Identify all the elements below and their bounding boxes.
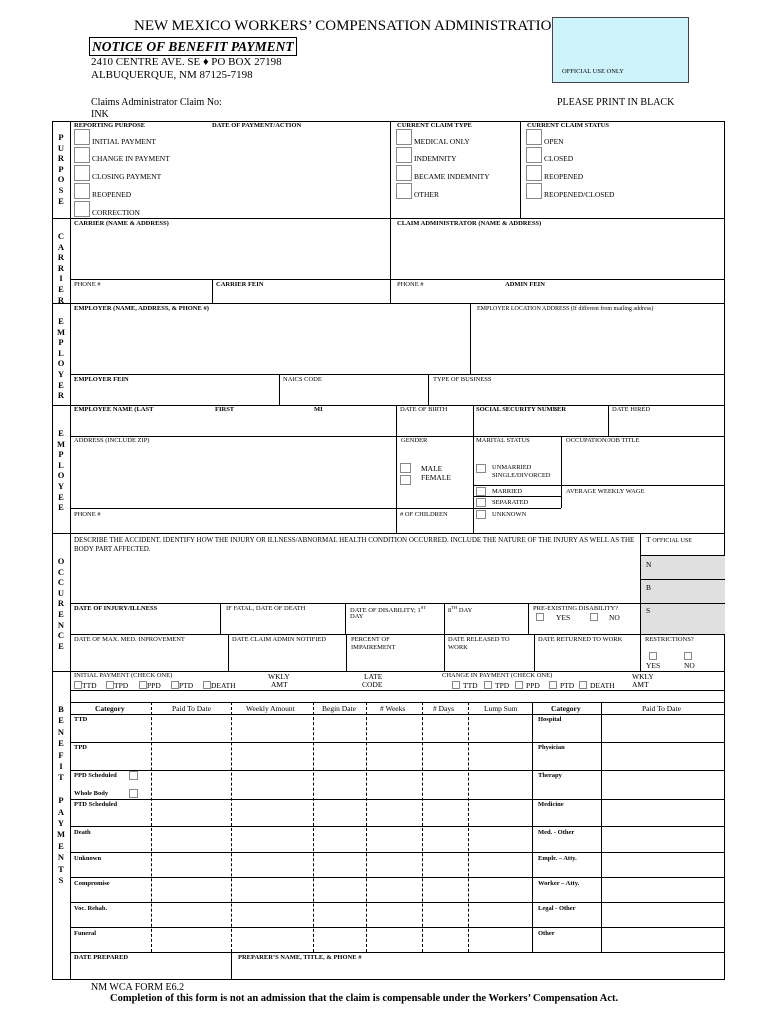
restrictions-no-checkbox[interactable]	[684, 652, 692, 660]
female-label: FEMALE	[421, 473, 451, 482]
eighth-num: 8	[448, 607, 452, 615]
date-of-death-label: IF FATAL, DATE OF DEATH	[226, 605, 306, 612]
claim-type-checkbox[interactable]	[396, 165, 412, 181]
benefit-row-ppd-scheduled: PPD Scheduled	[74, 772, 117, 779]
preexisting-yes-checkbox[interactable]	[536, 613, 544, 621]
claim-type-checkbox[interactable]	[396, 129, 412, 145]
claim-type-label: BECAME INDEMNITY	[414, 172, 490, 181]
change-option	[549, 681, 574, 690]
eighth-day: DAY	[457, 607, 473, 615]
col-category-right: Category	[551, 704, 581, 713]
claim-status-label: CLOSED	[544, 154, 574, 163]
change-ptd-label: PTD	[560, 681, 575, 690]
benefit-row-whole-body: Whole Body	[74, 790, 109, 797]
accident-description-label: DESCRIBE THE ACCIDENT. IDENTIFY HOW THE INJURY OR ILLNESS/ABNORMAL HEALTH CONDITION OCCURRED. INCLUDE THE NATURE OF THE INJURY AS WELL AS THE BODY PART AFFECTED.	[74, 536, 635, 553]
married-label: MARRIED	[492, 488, 522, 495]
admin-phone-label: PHONE #	[397, 281, 424, 288]
change-tpd-checkbox[interactable]	[484, 681, 492, 689]
claim-type-header: CURRENT CLAIM TYPE	[397, 122, 472, 129]
children-label: # OF CHILDREN	[400, 511, 448, 518]
change-option	[452, 681, 478, 690]
claim-type-label: OTHER	[414, 190, 439, 199]
naics-code-label: NAICS CODE	[283, 376, 322, 383]
initial-death-label: DEATH	[211, 681, 236, 690]
male-checkbox[interactable]	[400, 463, 411, 473]
reason-checkbox[interactable]	[74, 183, 90, 199]
change-wkly-label: WKLY	[632, 672, 654, 681]
initial-ppd-checkbox[interactable]	[139, 681, 147, 689]
single-divorced-label: SINGLE/DIVORCED	[492, 472, 551, 479]
business-type-label: TYPE OF BUSINESS	[433, 376, 492, 383]
carrier-side-label: C A R R I E R	[57, 231, 65, 305]
change-option	[515, 681, 540, 690]
initial-option	[139, 681, 161, 690]
col-lump-sum: Lump Sum	[484, 704, 518, 713]
disability-day-label: DAY	[350, 613, 364, 620]
eighth-th: TH	[451, 605, 458, 610]
impairment-label-1: PERCENT OF	[351, 636, 390, 643]
benefit-row-ttd: TTD	[74, 716, 88, 723]
reason-label: INITIAL PAYMENT	[92, 137, 156, 146]
returned-label: DATE RETURNED TO WORK	[538, 636, 623, 643]
agency-name: NEW MEXICO WORKERS’ COMPENSATION ADMINISTRATIO	[134, 18, 552, 34]
claim-status-checkbox[interactable]	[526, 183, 542, 199]
max-med-label: DATE OF MAX. MED. INPROVEMENT	[74, 636, 185, 643]
whole-body-checkbox[interactable]	[129, 789, 138, 798]
official-n-label: N	[646, 560, 652, 569]
col-days: # Days	[433, 704, 455, 713]
disclaimer: Completion of this form is not an admission that the claim is compensable under the Workers’ Compensation Act.	[110, 993, 619, 1004]
address-line-1: 2410 CENTRE AVE. SE ♦ PO BOX 27198	[91, 56, 282, 68]
preexisting-no-checkbox[interactable]	[590, 613, 598, 621]
eighth-day-label	[448, 606, 472, 615]
occupation-label: OCCUPATION/JOB TITLE	[566, 437, 640, 444]
admin-fein-label: ADMIN FEIN	[505, 281, 545, 288]
reason-checkbox[interactable]	[74, 147, 90, 163]
occurrence-side-label: O C C U R E N C E	[57, 556, 65, 651]
benefit-row-voc-rehab: Voc. Rehab.	[74, 905, 108, 912]
change-death-label: DEATH	[590, 681, 615, 690]
medical-row-legal-other: Legal - Other	[538, 905, 576, 912]
preexisting-yes-label: YES	[556, 613, 571, 622]
benefit-row-death: Death	[74, 829, 91, 836]
female-checkbox[interactable]	[400, 475, 411, 485]
benefit-row-compromise: Compromise	[74, 880, 110, 887]
change-ttd-checkbox[interactable]	[452, 681, 460, 689]
change-payment-label: CHANGE IN PAYMENT (CHECK ONE)	[442, 672, 553, 679]
claim-notified-label: DATE CLAIM ADMIN NOTIFIED	[232, 636, 327, 643]
change-amt-label: AMT	[632, 680, 649, 689]
print-instruction-ink: INK	[91, 109, 109, 120]
initial-payment-label: INITIAL PAYMENT (CHECK ONE)	[74, 672, 173, 679]
employee-first-label: FIRST	[215, 406, 235, 413]
change-ppd-label: PPD	[526, 681, 540, 690]
official-b-label: B	[646, 583, 652, 592]
reporting-purpose-header: REPORTING PURPOSE	[74, 122, 146, 129]
medical-row-physician: Physician	[538, 744, 565, 751]
change-death-checkbox[interactable]	[579, 681, 587, 689]
preparer-label: PREPARER’S NAME, TITLE, & PHONE #	[238, 954, 362, 961]
claim-admin-label: CLAIM ADMINISTRATOR (NAME & ADDRESS)	[397, 220, 542, 227]
employee-mi-label: MI	[314, 406, 323, 413]
col-category: Category	[95, 704, 125, 713]
date-injury-label: DATE OF INJURY/ILLNESS	[74, 605, 158, 612]
col-paid-to-date: Paid To Date	[172, 704, 211, 713]
claim-status-label: REOPENED/CLOSED	[544, 190, 615, 199]
ppd-scheduled-checkbox[interactable]	[129, 771, 138, 780]
married-checkbox[interactable]	[476, 487, 486, 496]
medical-row-worker-atty: Worker – Atty.	[538, 880, 580, 887]
claim-status-checkbox[interactable]	[526, 129, 542, 145]
initial-tpd-label: TPD	[114, 681, 129, 690]
reason-checkbox[interactable]	[74, 201, 90, 217]
date-hired-label: DATE HIRED	[612, 406, 651, 413]
ssn-label: SOCIAL SECURITY NUMBER	[476, 406, 567, 413]
benefit-row-tpd: TPD	[74, 744, 87, 751]
change-ptd-checkbox[interactable]	[549, 681, 557, 689]
initial-option	[74, 681, 97, 690]
male-label: MALE	[421, 464, 443, 473]
disability-text: DATE OF DISABILITY; 1	[350, 607, 421, 615]
claim-type-checkbox[interactable]	[396, 147, 412, 163]
col-weeks: # Weeks	[380, 704, 406, 713]
medical-row-therapy: Therapy	[538, 772, 562, 779]
impairment-label-2: IMPAIREMENT	[351, 644, 396, 651]
claim-status-label: OPEN	[544, 137, 564, 146]
unknown-label: UNKNOWN	[492, 511, 527, 518]
restrictions-yes-label: YES	[646, 661, 661, 670]
released-label-2: WORK	[448, 644, 468, 651]
preexisting-label: PRE-EXISTING DISABILITY?	[533, 605, 619, 612]
initial-ptd-checkbox[interactable]	[171, 681, 179, 689]
col-weekly-amount: Weekly Amount	[246, 704, 295, 713]
change-tpd-label: TPD	[495, 681, 510, 690]
employer-side-label: E M P L O Y E R	[56, 316, 66, 401]
employee-name-label: EMPLOYEE NAME (LAST	[74, 406, 154, 413]
form-number: NM WCA FORM E6.2	[91, 982, 185, 993]
official-use-box	[552, 17, 689, 83]
carrier-phone-label: PHONE #	[74, 281, 101, 288]
dob-label: DATE OF BIRTH	[400, 406, 448, 413]
marital-status-label: MARITAL STATUS	[476, 437, 530, 444]
change-option	[484, 681, 509, 690]
claim-number-label: Claims Administrator Claim No:	[91, 97, 222, 108]
employee-side-label: E M P L O Y E E	[56, 428, 66, 513]
late-code-label: CODE	[362, 680, 383, 689]
print-instruction: PLEASE PRINT IN BLACK	[557, 97, 675, 108]
medical-row-other: Other	[538, 930, 555, 937]
initial-ptd-label: PTD	[179, 681, 194, 690]
unmarried-checkbox[interactable]	[476, 464, 486, 473]
official-use-small: OFFICIAL USE	[652, 538, 692, 544]
reason-label: REOPENED	[92, 190, 132, 199]
initial-option	[171, 681, 193, 690]
benefit-row-ptd-scheduled: PTD Scheduled	[74, 801, 118, 808]
reason-checkbox[interactable]	[74, 129, 90, 145]
claim-status-checkbox[interactable]	[526, 147, 542, 163]
unmarried-label: UNMARRIED	[492, 464, 532, 471]
change-option	[579, 681, 615, 690]
initial-amt-label: AMT	[271, 680, 288, 689]
reason-label: CLOSING PAYMENT	[92, 172, 162, 181]
change-ttd-label: TTD	[463, 681, 478, 690]
medical-row-medicine: Medicine	[538, 801, 564, 808]
medical-row-hospital: Hospital	[538, 716, 562, 723]
col-begin-date: Begin Date	[322, 704, 356, 713]
col-paid-to-date-right: Paid To Date	[642, 704, 681, 713]
initial-ttd-label: TTD	[82, 681, 97, 690]
payments-side-label: B E N E F I T P A Y M E N T S	[56, 704, 66, 886]
restrictions-no-label: NO	[684, 661, 695, 670]
initial-option	[106, 681, 128, 690]
official-use-t	[646, 536, 692, 544]
employer-name-label: EMPLOYER (NAME, ADDRESS, & PHONE #)	[74, 305, 209, 312]
disability-st: ST	[420, 605, 426, 610]
preexisting-no-label: NO	[609, 613, 620, 622]
address-line-2: ALBUQUERQUE, NM 87125-7198	[91, 69, 253, 81]
initial-death-checkbox[interactable]	[203, 681, 211, 689]
initial-wkly-label: WKLY	[268, 672, 290, 681]
medical-row-med-other: Med. - Other	[538, 829, 575, 836]
form-title: NOTICE OF BENEFIT PAYMENT	[89, 37, 297, 56]
official-use-label: OFFICIAL USE ONLY	[562, 68, 624, 75]
employer-location-label: EMPLOYER LOCATION ADDRESS (If different from mailing address)	[477, 306, 654, 312]
average-weekly-wage-label: AVERAGE WEEKLY WAGE	[566, 488, 645, 495]
claim-type-label: INDEMNITY	[414, 154, 457, 163]
benefit-row-funeral: Funeral	[74, 930, 97, 937]
gender-label: GENDER	[401, 437, 428, 444]
official-t-label: T	[646, 535, 651, 544]
reason-label: CHANGE IN PAYMENT	[92, 154, 170, 163]
initial-ppd-label: PPD	[147, 681, 161, 690]
unknown-checkbox[interactable]	[476, 510, 486, 519]
employee-address-label: ADDRESS (INCLUDE ZIP)	[74, 437, 150, 444]
separated-checkbox[interactable]	[476, 498, 486, 507]
change-ppd-checkbox[interactable]	[515, 681, 523, 689]
initial-ttd-checkbox[interactable]	[74, 681, 82, 689]
carrier-name-label: CARRIER (NAME & ADDRESS)	[74, 220, 169, 227]
claim-status-header: CURRENT CLAIM STATUS	[527, 122, 609, 129]
initial-option	[203, 681, 236, 690]
reason-checkbox[interactable]	[74, 165, 90, 181]
medical-row-emplr-atty: Emplr. – Atty.	[538, 855, 577, 862]
date-prepared-label: DATE PREPARED	[74, 954, 129, 961]
reason-label: CORRECTION	[92, 208, 140, 217]
benefit-row-unknown: Unknown	[74, 855, 102, 862]
claim-status-checkbox[interactable]	[526, 165, 542, 181]
employer-fein-label: EMPLOYER FEIN	[74, 376, 129, 383]
late-label: LATE	[364, 672, 383, 681]
carrier-fein-label: CARRIER FEIN	[216, 281, 264, 288]
claim-status-label: REOPENED	[544, 172, 584, 181]
purpose-side-label: P U R P O S E	[57, 132, 65, 206]
restrictions-yes-checkbox[interactable]	[649, 652, 657, 660]
restrictions-label: RESTRICTIONS?	[645, 636, 694, 643]
claim-type-label: MEDICAL ONLY	[414, 137, 470, 146]
official-s-label: S	[646, 606, 651, 615]
initial-tpd-checkbox[interactable]	[106, 681, 114, 689]
date-of-payment-header: DATE OF PAYMENT/ACTION	[212, 122, 302, 129]
separated-label: SEPARATED	[492, 499, 529, 506]
employee-phone-label: PHONE #	[74, 511, 101, 518]
claim-type-checkbox[interactable]	[396, 183, 412, 199]
released-label-1: DATE RELEASED TO	[448, 636, 510, 643]
